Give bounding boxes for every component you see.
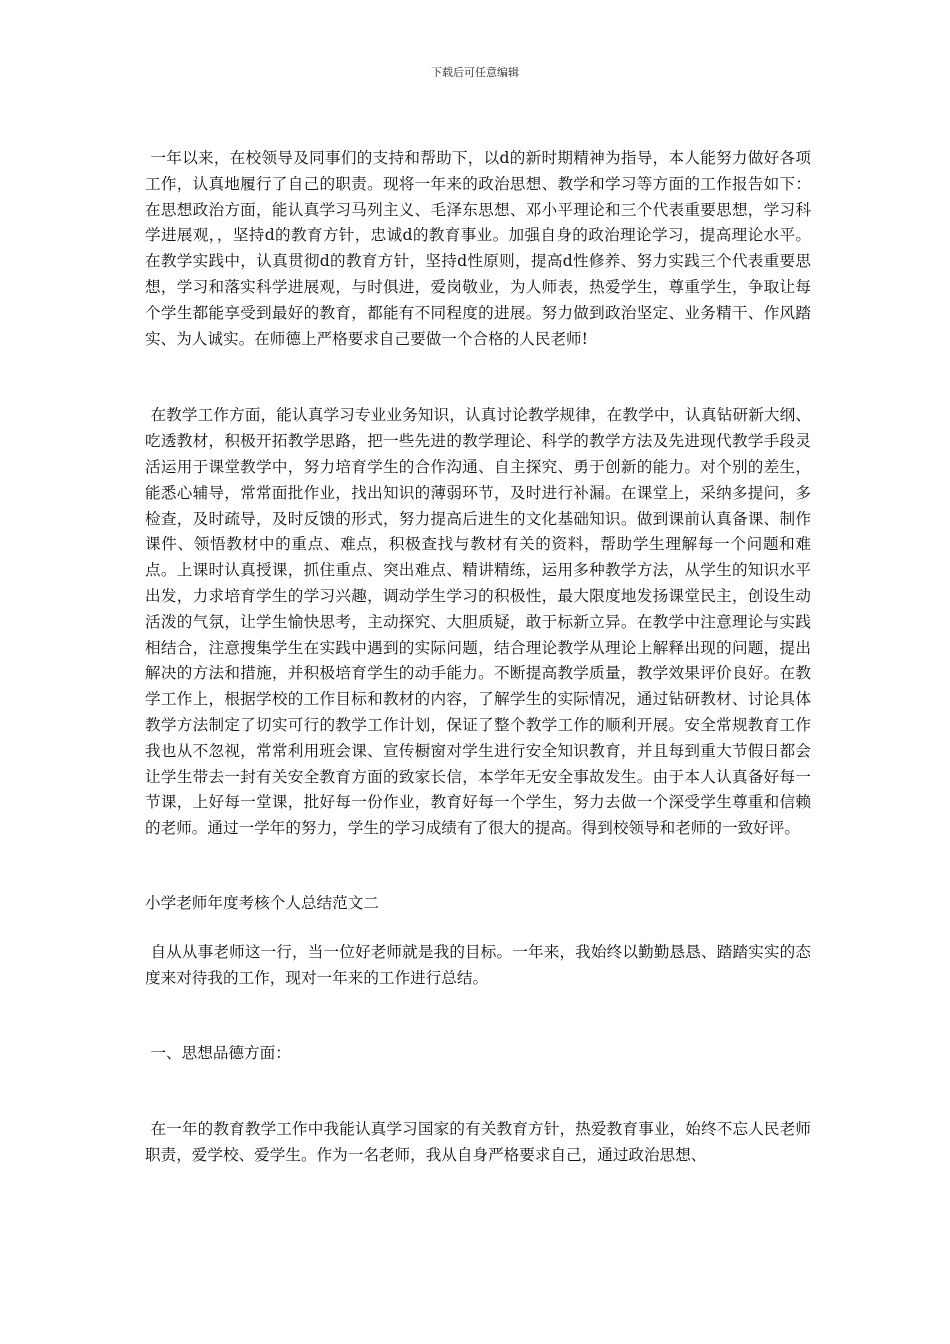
section-title-sample-two: 小学老师年度考核个人总结范文二 <box>145 893 379 912</box>
document-body <box>145 146 811 1169</box>
paragraph-teaching-work: 在教学工作方面，能认真学习专业业务知识，认真讨论教学规律，在教学中，认真钻研新大纲、吃透教材，积极开拓教学思路，把一些先进的教学理论、科学的教学方法及先进现代教学手段灵活运用于课堂教学中，努力培育学生的合作沟通、自主探究、勇于创新的能力。对个别的差生，能悉心辅导，常常面批作业，找出知识的薄弱环节，及时进行补漏。在课堂上，采纳多提问，多检查，及时疏导，及时反馈的形式，努力提高后进生的文化基础知识。做到课前认真备课、制作课件、领悟教材中的重点、难点，积极查找与教材有关的资料，帮助学生理解每一个问题和难点。上课时认真授课，抓住重点、突出难点、精讲精练，运用多种教学方法，从学生的知识水平出发，力求培育学生的学习兴趣，调动学生学习的积极性，最大限度地发扬课堂民主，创设生动活泼的气氛，让学生愉快思考，主动探究、大胆质疑，敢于标新立异。在教学中注意理论与实践相结合，注意搜集学生在实践中遇到的实际问题，结合理论教学从理论上解释出现的问题，提出解决的方法和措施，并积极培育学生的动手能力。不断提高教学质量，教学效果评价良好。在教学工作上，根据学校的工作目标和教材的内容，了解学生的实际情况，通过钻研教材、讨论具体教学方法制定了切实可行的教学工作计划，保证了整个教学工作的顺利开展。安全常规教育工作我也从不忽视，常常利用班会课、宣传橱窗对学生进行安全知识教育，并且每到重大节假日都会让学生带去一封有关安全教育方面的致家长信，本学年无安全事故发生。由于本人认真备好每一节课，上好每一堂课，批好每一份作业，教育好每一个学生，努力去做一个深受学生尊重和信赖的老师。通过一学年的努力，学生的学习成绩有了很大的提高。得到校领导和老师的一致好评。 <box>145 406 811 838</box>
paragraph-ideology: 在一年的教育教学工作中我能认真学习国家的有关教育方针，热爱教育事业，始终不忘人民老师职责，爱学校、爱学生。作为一名老师，我从自身严格要求自己，通过政治思想、 <box>145 1120 811 1164</box>
page-header-note: 下载后可任意编辑 <box>431 66 519 79</box>
section-heading-ideology: 一、思想品德方面： <box>150 1044 291 1063</box>
paragraph-introduction: 自从从事老师这一行，当一位好老师就是我的目标。一年来，我始终以勤勤恳恳、踏踏实实的态度来对待我的工作，现对一年来的工作进行总结。 <box>145 942 811 987</box>
paragraph-political-work: 一年以来，在校领导及同事们的支持和帮助下，以d的新时期精神为指导，本人能努力做好各项工作，认真地履行了自己的职责。现将一年来的政治思想、教学和学习等方面的工作报告如下：在思想政治方面，能认真学习马列主义、毛泽东思想、邓小平理论和三个代表重要思想，学习科学进展观，，坚持d的教育方针，忠诚d的教育事业。加强自身的政治理论学习，提高理论水平。在教学实践中，认真贯彻d的教育方针，坚持d性原则，提高d性修养、努力实践三个代表重要思想，学习和落实科学进展观，与时俱进，爱岗敬业，为人师表，热爱学生，尊重学生，争取让每个学生都能享受到最好的教育，都能有不同程度的进展。努力做到政治坚定、业务精干、作风踏实、为人诚实。在师德上严格要求自己要做一个合格的人民老师! <box>145 149 811 348</box>
